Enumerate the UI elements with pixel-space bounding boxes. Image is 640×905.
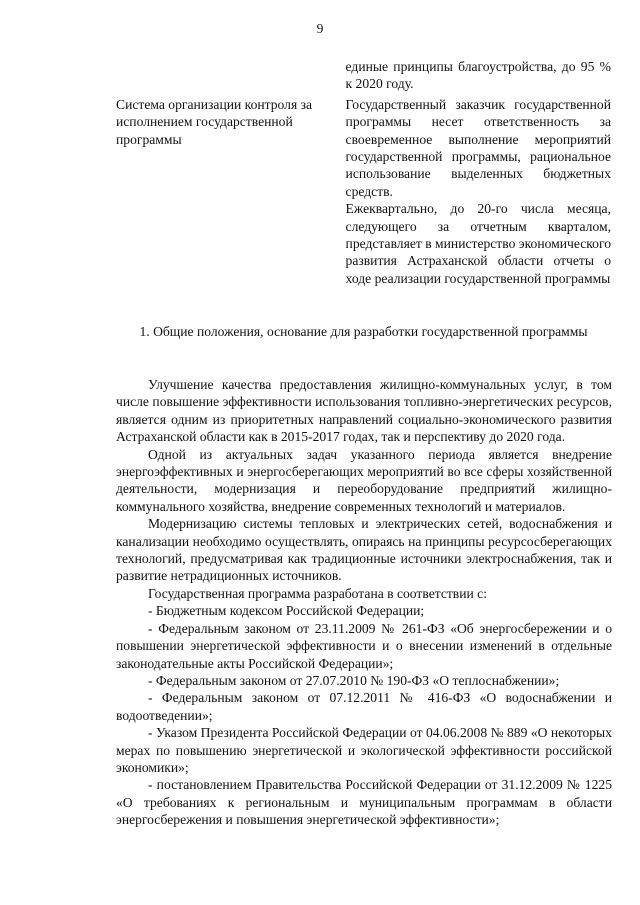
paragraph: Улучшение качества предоставления жилищно-коммунальных услуг, в том числе повышение эффективности использования топливно-энергетических ресурсов, является одним из приоритетных направлений социально-экономического развития Астраханской области как в 2015-2017 годах, так и перспективу до 2020 года.	[116, 377, 612, 445]
list-item: - постановлением Правительства Российской Федерации от 31.12.2009 № 1225 «О требованиях к региональным и муниципальным программам в области энергосбережения и повышения энергетической эффективности»;	[116, 777, 612, 828]
row-value-reporting: Ежеквартально, до 20-го числа месяца, следующего за отчетным кварталом, представляет в министерство экономического развития Астраханской области отчеты о ходе реализации государственной программы	[345, 201, 611, 286]
list-item: - Федеральным законом от 27.07.2010 № 190-ФЗ «О теплоснабжении»;	[148, 672, 560, 688]
table-cell-label	[116, 96, 342, 287]
list-item: - Федеральным законом от 07.12.2011 № 416-ФЗ «О водоснабжении и водоотведении»;	[116, 690, 612, 723]
page-number: 9	[316, 21, 324, 36]
paragraph: Государственная программа разработана в соответствии с:	[148, 585, 487, 601]
table-cell-value	[346, 96, 611, 287]
table-cell-value	[346, 58, 611, 93]
list-item: - Бюджетным кодексом Российской Федерации;	[148, 603, 425, 619]
continuation-text: единые принципы благоустройства, до 95 % к 2020 году.	[345, 59, 611, 92]
section-body	[116, 376, 612, 829]
list-item: - Федеральным законом от 23.11.2009 № 261-ФЗ «Об энергосбережении и о повышении энергетической эффективности и о внесении изменений в отдельные законодательные акты Российской Федерации»;	[116, 620, 612, 671]
paragraph: Модернизацию системы тепловых и электрических сетей, водоснабжения и канализации необходимо осуществлять, опираясь на принципы ресурсосберегающих технологий, предусматривая как традиционные источники электроснабжения, так и развитие нетрадиционных источников.	[116, 516, 612, 584]
passport-table	[116, 58, 611, 287]
paragraph: Одной из актуальных задач указанного периода является внедрение энергоэффективных и энергосберегающих мероприятий во все сферы хозяйственной деятельности, модернизация и переоборудование предприятий жилищно-коммунального хозяйства, внедрение современных технологий и материалов.	[116, 446, 612, 514]
section-heading: 1. Общие положения, основание для разработки государственной программы	[139, 324, 588, 339]
row-label: Система организации контроля за исполнением государственной программы	[116, 96, 313, 147]
table-row-continuation	[116, 58, 611, 93]
list-item: - Указом Президента Российской Федерации от 04.06.2008 № 889 «О некоторых мерах по повышению энергетической и экологической эффективности российской экономики»;	[116, 725, 612, 775]
table-row-control-system	[116, 96, 611, 287]
table-cell-label-empty	[116, 58, 342, 93]
row-value-responsibility: Государственный заказчик государственной программы несет ответственность за своевременное выполнение мероприятий государственной программы, рациональное использование выделенных бюджетных средств.	[345, 96, 611, 199]
